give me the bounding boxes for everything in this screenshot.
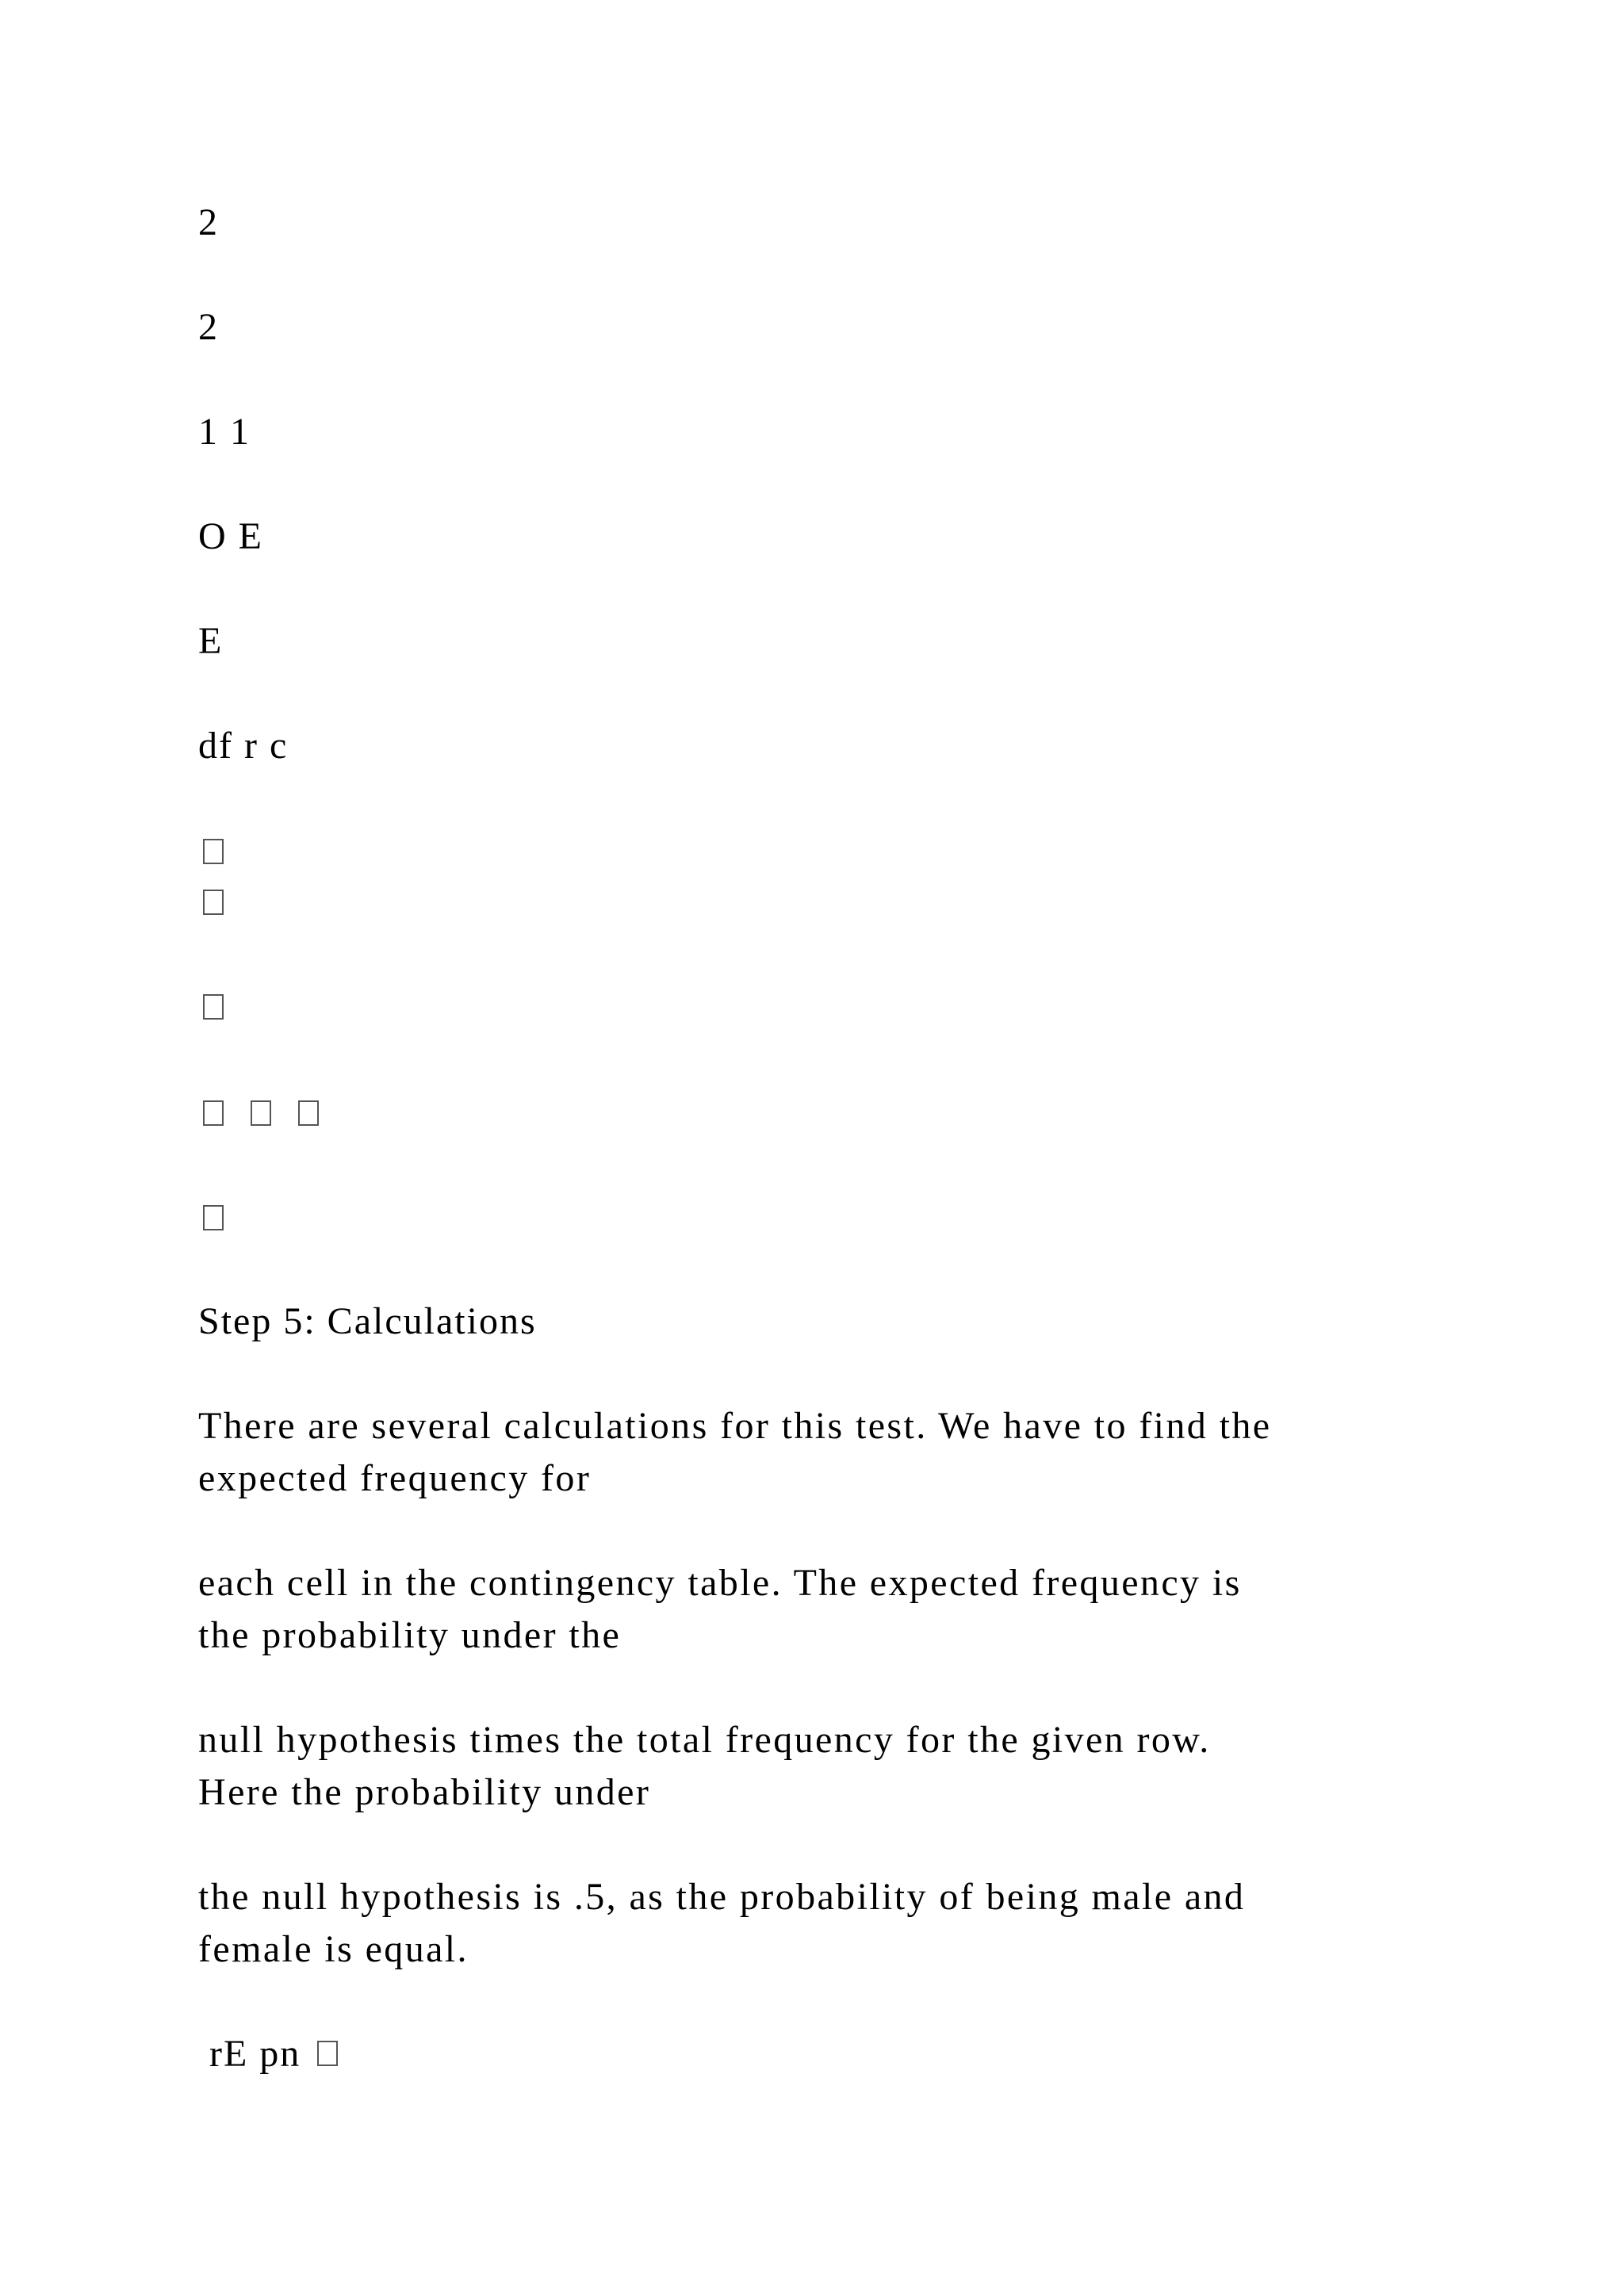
paragraph-line: the null hypothesis is .5, as the probability of being male and [198,1876,1246,1918]
formula-expected: E [198,620,224,662]
section-heading: Step 5: Calculations [198,1300,537,1342]
paragraph-line: null hypothesis times the total frequency for the given row. [198,1719,1211,1761]
formula-degrees-of-freedom: df r c [198,725,289,767]
paragraph-line: each cell in the contingency table. The expected frequency is [198,1562,1242,1604]
missing-glyph-icon [298,1100,319,1126]
missing-glyph-icon [203,1100,224,1126]
missing-glyph-icon [203,890,224,915]
paragraph-line: female is equal. [198,1928,469,1970]
body-paragraph-4 [198,1871,1467,1976]
missing-glyph-icon [317,2041,338,2066]
paragraph-line: Here the probability under [198,1771,651,1813]
formula-expected-value: rE pn [198,2033,301,2075]
body-paragraph-1 [198,1400,1467,1505]
formula-observed-expected: O E [198,515,263,557]
paragraph-line: There are several calculations for this test. We have to find the [198,1405,1272,1447]
missing-glyph-icon [203,994,224,1020]
formula-subscripts: 1 1 [198,411,251,453]
paragraph-line: expected frequency for [198,1457,592,1499]
missing-glyph-icon [203,1205,224,1230]
formula-superscript-2: 2 [198,201,219,243]
missing-glyph-icon [203,839,224,864]
formula-superscript-2-second: 2 [198,306,219,348]
paragraph-line: the probability under the [198,1614,622,1656]
missing-glyph-icon [251,1100,271,1126]
body-paragraph-3 [198,1714,1467,1819]
body-paragraph-2 [198,1557,1467,1662]
